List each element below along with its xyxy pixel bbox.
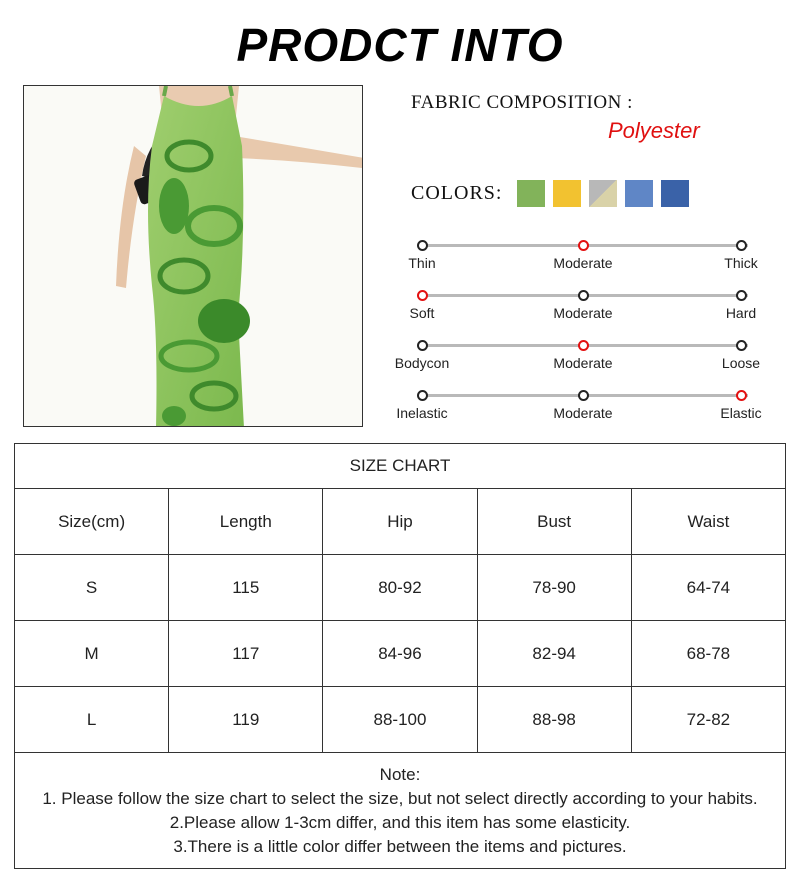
notes-cell <box>15 753 786 869</box>
colors-label: COLORS: <box>411 182 503 204</box>
table-row <box>15 555 786 621</box>
header-cell: Bust <box>477 489 631 555</box>
notes-heading: Note: <box>379 764 421 784</box>
scale-dot <box>736 290 747 301</box>
table-cell: 88-98 <box>477 687 631 753</box>
table-cell: S <box>15 555 169 621</box>
table-row <box>15 687 786 753</box>
scale-label: Hard <box>725 305 757 321</box>
fabric-composition-label: FABRIC COMPOSITION : <box>411 92 633 113</box>
header-cell: Waist <box>631 489 785 555</box>
scale-dot-selected <box>578 240 589 251</box>
scale-dot <box>736 240 747 251</box>
color-swatch[interactable] <box>589 180 617 207</box>
page-title: PRODCT INTO <box>236 19 564 71</box>
table-cell: 88-100 <box>323 687 477 753</box>
color-swatch[interactable] <box>661 180 689 207</box>
fabric-composition-value: Polyester <box>608 118 700 143</box>
header-cell: Hip <box>323 489 477 555</box>
table-cell: L <box>15 687 169 753</box>
table-cell: 68-78 <box>631 621 785 687</box>
table-cell: 115 <box>169 555 323 621</box>
scale-label: Moderate <box>553 405 613 421</box>
attribute-scale <box>394 340 761 384</box>
scale-dot <box>417 390 428 401</box>
size-chart-table <box>14 443 786 869</box>
table-cell: 72-82 <box>631 687 785 753</box>
scale-label: Loose <box>721 355 761 371</box>
note-line: 1. Please follow the size chart to select the size, but not select directly according to your habits. <box>42 788 758 808</box>
scale-label: Thin <box>408 255 436 271</box>
scale-label: Moderate <box>553 355 613 371</box>
attribute-scale <box>396 390 762 434</box>
table-cell: 64-74 <box>631 555 785 621</box>
note-line: 2.Please allow 1-3cm differ, and this item has some elasticity. <box>169 812 631 832</box>
scale-dot-selected <box>578 340 589 351</box>
table-cell: 84-96 <box>323 621 477 687</box>
notes-row <box>15 753 786 869</box>
size-chart-header-row <box>15 489 786 555</box>
dress-model-image <box>24 86 363 427</box>
scale-dot <box>417 240 428 251</box>
scale-dot <box>578 390 589 401</box>
color-swatch[interactable] <box>517 180 545 207</box>
scale-dot <box>736 340 747 351</box>
attribute-scale <box>410 240 760 284</box>
scale-dot-selected <box>736 390 747 401</box>
table-cell: 117 <box>169 621 323 687</box>
attribute-scale <box>410 290 760 334</box>
scale-label: Thick <box>724 255 758 271</box>
color-swatch[interactable] <box>625 180 653 207</box>
table-cell: 80-92 <box>323 555 477 621</box>
scale-label: Elastic <box>720 405 762 421</box>
color-swatch[interactable] <box>553 180 581 207</box>
header-cell: Size(cm) <box>15 489 169 555</box>
scale-label: Soft <box>409 305 435 321</box>
size-chart-title: SIZE CHART <box>15 444 786 489</box>
scale-dot <box>417 340 428 351</box>
table-cell: 78-90 <box>477 555 631 621</box>
scale-label: Bodycon <box>394 355 450 371</box>
product-photo <box>23 85 363 427</box>
table-cell: 82-94 <box>477 621 631 687</box>
scale-label: Moderate <box>553 305 613 321</box>
scale-label: Inelastic <box>396 405 448 421</box>
scale-dot-selected <box>417 290 428 301</box>
scale-dot <box>578 290 589 301</box>
table-cell: M <box>15 621 169 687</box>
table-cell: 119 <box>169 687 323 753</box>
header-cell: Length <box>169 489 323 555</box>
scale-label: Moderate <box>553 255 613 271</box>
note-line: 3.There is a little color differ between the items and pictures. <box>173 836 627 856</box>
table-row <box>15 621 786 687</box>
